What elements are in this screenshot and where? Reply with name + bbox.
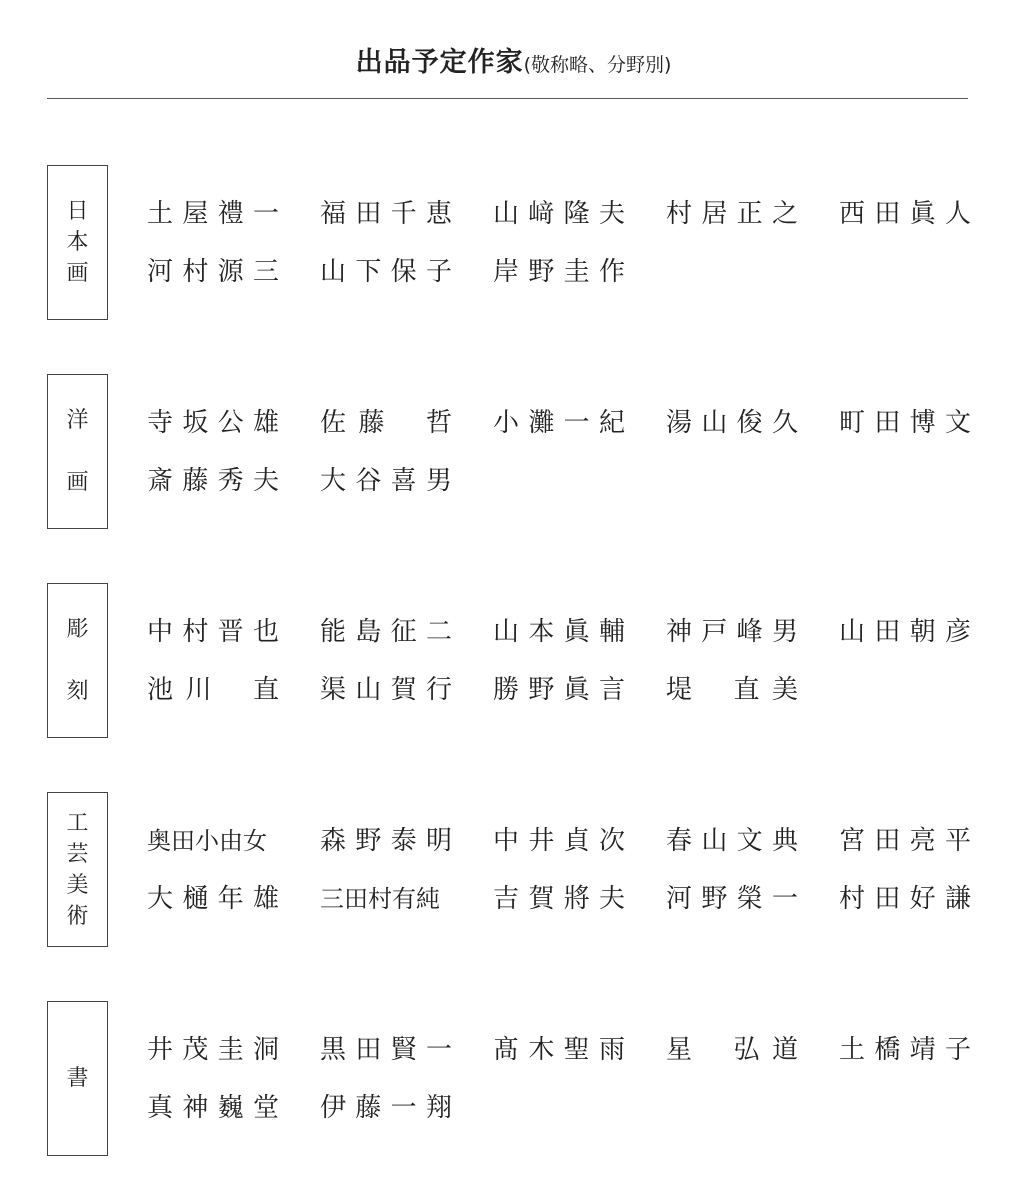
page-title: 出品予定作家 [355, 47, 524, 78]
artist-name: 町 田 博 文 [839, 408, 971, 438]
category-label [47, 792, 108, 947]
artist-name: 寺 坂 公 雄 [147, 408, 279, 438]
category-char: 書 [66, 1066, 89, 1091]
artist-name: 堤 直 美 [666, 675, 798, 705]
artist-row [147, 406, 977, 464]
page-header [0, 40, 1027, 79]
artist-name: 井 茂 圭 洞 [147, 1035, 279, 1065]
artist-row [147, 1091, 977, 1149]
category-section [0, 583, 1027, 741]
artist-name: 真 神 巍 堂 [147, 1093, 279, 1123]
artist-row [147, 615, 977, 673]
artist-row [147, 255, 977, 313]
artist-names [147, 615, 977, 731]
category-char: 日 [66, 199, 89, 224]
category-section [0, 374, 1027, 532]
artist-name: 中 井 貞 次 [493, 826, 625, 856]
artist-name: 中 村 晋 也 [147, 617, 279, 647]
category-section [0, 165, 1027, 323]
artist-names [147, 1033, 977, 1149]
artist-name: 伊 藤 一 翔 [320, 1093, 452, 1123]
artist-name: 春 山 文 典 [666, 826, 798, 856]
artist-row [147, 197, 977, 255]
artist-name: 河 野 榮 一 [666, 884, 798, 914]
artist-row [147, 1033, 977, 1091]
artist-name: 奥田小由女 [147, 827, 267, 855]
category-char: 術 [66, 903, 89, 929]
artist-name: 小 灘 一 紀 [493, 408, 625, 438]
category-char: 刻 [66, 678, 89, 704]
artist-name: 土 橋 靖 子 [839, 1035, 971, 1065]
artist-name: 佐 藤 哲 [320, 408, 452, 438]
artist-name: 大 樋 年 雄 [147, 884, 279, 914]
category-char: 本 [66, 230, 89, 255]
category-char: 画 [66, 469, 89, 495]
artist-name: 山 下 保 子 [320, 257, 452, 287]
artist-row [147, 882, 977, 940]
category-char: 彫 [66, 617, 89, 643]
artist-name: 吉 賀 將 夫 [493, 884, 625, 914]
artist-name: 西 田 眞 人 [839, 199, 971, 229]
artist-name: 村 田 好 謙 [839, 884, 971, 914]
artist-name: 渠 山 賀 行 [320, 675, 452, 705]
artist-name: 山 﨑 隆 夫 [493, 199, 625, 229]
artist-name: 宮 田 亮 平 [839, 826, 971, 856]
artist-name: 神 戸 峰 男 [666, 617, 798, 647]
artist-name: 森 野 泰 明 [320, 826, 452, 856]
artist-name: 髙 木 聖 雨 [493, 1035, 625, 1065]
category-label [47, 583, 108, 738]
artist-name: 星 弘 道 [666, 1035, 798, 1065]
artist-row [147, 673, 977, 731]
category-section [0, 1001, 1027, 1159]
category-section [0, 792, 1027, 950]
artist-name: 三田村有純 [320, 885, 440, 913]
artist-name: 岸 野 圭 作 [493, 257, 625, 287]
artist-name: 斎 藤 秀 夫 [147, 466, 279, 496]
artist-name: 河 村 源 三 [147, 257, 279, 287]
artist-name: 山 田 朝 彦 [839, 617, 971, 647]
category-label [47, 165, 108, 320]
category-char: 美 [66, 872, 89, 898]
page-subtitle: (敬称略、分野別) [523, 54, 672, 76]
category-char: 洋 [66, 408, 89, 434]
category-char: 画 [66, 261, 89, 286]
artist-name: 大 谷 喜 男 [320, 466, 452, 496]
artist-name: 黒 田 賢 一 [320, 1035, 452, 1065]
category-char: 芸 [66, 841, 89, 867]
artist-names [147, 197, 977, 313]
artist-row [147, 464, 977, 522]
artist-name: 湯 山 俊 久 [666, 408, 798, 438]
artist-name: 福 田 千 恵 [320, 199, 452, 229]
artist-name: 池 川 直 [147, 675, 279, 705]
category-char: 工 [66, 810, 89, 836]
category-label [47, 1001, 108, 1156]
artist-names [147, 406, 977, 522]
artist-name: 山 本 眞 輔 [493, 617, 625, 647]
header-divider [47, 98, 968, 99]
artist-names [147, 824, 977, 940]
artist-name: 勝 野 眞 言 [493, 675, 625, 705]
artist-name: 能 島 征 二 [320, 617, 452, 647]
category-label [47, 374, 108, 529]
artist-name: 村 居 正 之 [666, 199, 798, 229]
artist-name: 土 屋 禮 一 [147, 199, 279, 229]
artist-row [147, 824, 977, 882]
